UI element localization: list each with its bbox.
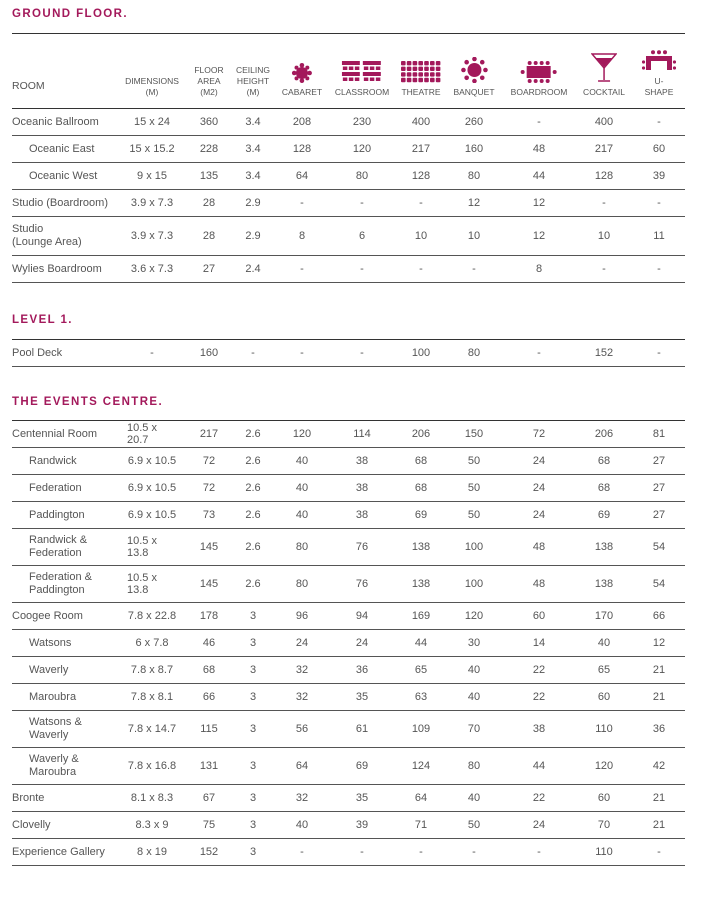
section-title: GROUND FLOOR.	[12, 8, 128, 20]
table-cell: 64	[414, 792, 428, 804]
table-cell: 3	[249, 760, 257, 772]
table-cell: -	[657, 347, 661, 359]
table-cell: 80	[467, 170, 481, 182]
table-cell: 24	[532, 509, 546, 521]
table-cell: 208	[292, 116, 312, 128]
table-cell: 54	[652, 541, 666, 553]
table-cell: 40	[467, 664, 481, 676]
banquet-icon	[453, 57, 494, 83]
table-row	[12, 684, 685, 711]
cocktail-icon	[583, 53, 625, 83]
table-cell: 11	[653, 230, 665, 242]
table-cell: 12	[532, 230, 546, 242]
column-header-label: CLASSROOM	[334, 87, 390, 97]
table-cell: 169	[411, 610, 431, 622]
boardroom-icon	[511, 61, 568, 83]
table-row	[12, 163, 685, 190]
table-cell: 400	[594, 116, 614, 128]
table-row	[12, 839, 685, 866]
table-cell: 10.5 x 20.7	[127, 422, 157, 446]
room-name: Federation	[29, 481, 82, 494]
table-cell: 2.6	[245, 578, 261, 590]
table-cell: 230	[352, 116, 372, 128]
table-cell: 7.8 x 22.8	[127, 610, 177, 622]
table-row	[12, 136, 685, 163]
table-cell: 32	[295, 691, 309, 703]
table-cell: 138	[411, 578, 431, 590]
table-cell: 3	[249, 846, 257, 858]
table-cell: 100	[464, 541, 484, 553]
table-cell: 100	[464, 578, 484, 590]
table-cell: 7.8 x 16.8	[127, 760, 177, 772]
column-header	[282, 63, 322, 98]
table-cell: 3.6 x 7.3	[130, 263, 174, 275]
table-cell: 27	[202, 263, 216, 275]
table-cell: 27	[652, 509, 666, 521]
table-cell: 65	[414, 664, 428, 676]
table-cell: 2.4	[245, 263, 261, 275]
table-cell: 50	[467, 455, 481, 467]
table-cell: 28	[202, 197, 216, 209]
table-cell: 14	[532, 637, 546, 649]
table-row	[12, 340, 685, 367]
table-cell: 80	[295, 578, 309, 590]
table-cell: 24	[355, 637, 369, 649]
table-cell: 170	[594, 610, 614, 622]
table-cell: 9 x 15	[137, 170, 167, 182]
table-cell: 50	[467, 482, 481, 494]
table-cell: 145	[199, 578, 219, 590]
table-cell: 10	[467, 230, 481, 242]
table-cell: 115	[200, 723, 218, 735]
table-cell: 120	[464, 610, 484, 622]
column-header	[583, 53, 625, 98]
table-cell: 10	[414, 230, 428, 242]
table-cell: 15 x 15.2	[129, 143, 175, 155]
table-cell: -	[251, 347, 255, 359]
table-cell: -	[602, 197, 606, 209]
table-cell: 65	[597, 664, 611, 676]
room-name: Randwick & Federation	[29, 534, 88, 559]
table-cell: 138	[411, 541, 431, 553]
column-header	[335, 61, 389, 98]
table-cell: -	[657, 846, 661, 858]
table-cell: 6.9 x 10.5	[127, 455, 177, 467]
column-header-label: CEILING HEIGHT (M)	[235, 65, 271, 97]
table-cell: 124	[411, 760, 431, 772]
table-cell: -	[360, 263, 364, 275]
table-cell: 109	[411, 723, 431, 735]
table-cell: 8	[535, 263, 543, 275]
column-header	[642, 50, 676, 98]
table-cell: 21	[652, 664, 666, 676]
table-row	[12, 748, 685, 785]
table-cell: 32	[295, 664, 309, 676]
table-cell: 50	[467, 819, 481, 831]
table-cell: -	[537, 347, 541, 359]
table-cell: 69	[355, 760, 369, 772]
theatre-icon	[401, 61, 441, 83]
table-cell: 24	[532, 455, 546, 467]
table-cell: 3	[249, 691, 257, 703]
room-column-header: ROOM	[12, 80, 45, 92]
column-header-label: DIMENSIONS (M)	[125, 76, 179, 97]
table-cell: -	[419, 263, 423, 275]
table-cell: 8 x 19	[137, 846, 167, 858]
table-cell: 68	[597, 482, 611, 494]
table-cell: 40	[597, 637, 611, 649]
table-cell: 80	[467, 347, 481, 359]
table-row	[12, 529, 685, 566]
table-cell: 22	[532, 691, 546, 703]
table-cell: 80	[355, 170, 369, 182]
column-header	[194, 65, 223, 98]
table-cell: 15 x 24	[133, 116, 171, 128]
table-cell: 3.9 x 7.3	[130, 230, 174, 242]
table-cell: 21	[652, 792, 666, 804]
table-cell: -	[300, 846, 304, 858]
table-cell: 120	[352, 143, 372, 155]
table-cell: 22	[532, 792, 546, 804]
column-header-label: BANQUET	[453, 87, 495, 97]
table-cell: 3	[249, 664, 257, 676]
table-cell: 54	[652, 578, 666, 590]
table-cell: 69	[597, 509, 611, 521]
table-cell: -	[472, 846, 476, 858]
table-row	[12, 475, 685, 502]
table-cell: -	[537, 846, 541, 858]
table-cell: 44	[532, 760, 546, 772]
table-cell: 2.6	[245, 455, 261, 467]
table-cell: 260	[464, 116, 484, 128]
table-row	[12, 657, 685, 684]
table-cell: 66	[202, 691, 216, 703]
table-cell: -	[419, 846, 423, 858]
table-cell: 12	[532, 197, 546, 209]
table-row	[12, 812, 685, 839]
table-cell: -	[300, 197, 304, 209]
table-cell: 135	[199, 170, 219, 182]
table-cell: 60	[597, 691, 611, 703]
table-cell: 3	[249, 792, 257, 804]
table-cell: 72	[532, 428, 546, 440]
table-cell: 72	[202, 482, 216, 494]
table-cell: 24	[532, 482, 546, 494]
table-cell: 100	[411, 347, 431, 359]
table-cell: 40	[467, 691, 481, 703]
table-cell: 7.8 x 8.1	[130, 691, 174, 703]
table-cell: 64	[295, 760, 309, 772]
table-cell: 38	[532, 723, 546, 735]
room-name: Oceanic West	[29, 169, 98, 182]
room-name: Watsons	[29, 636, 72, 649]
table-cell: 3.9 x 7.3	[130, 197, 174, 209]
table-cell: -	[657, 263, 661, 275]
table-cell: 73	[202, 509, 216, 521]
table-cell: 40	[295, 819, 309, 831]
table-cell: 2.6	[245, 482, 261, 494]
room-name: Oceanic Ballroom	[12, 115, 99, 128]
table-cell: 21	[652, 819, 666, 831]
table-cell: 12	[652, 637, 666, 649]
table-cell: 3.4	[245, 143, 261, 155]
table-cell: 8.1 x 8.3	[130, 792, 174, 804]
column-header-label: COCKTAIL	[583, 87, 625, 97]
table-cell: 6 x 7.8	[135, 637, 169, 649]
table-cell: 36	[652, 723, 666, 735]
table-row	[12, 109, 685, 136]
table-cell: 68	[202, 664, 216, 676]
room-name: Maroubra	[29, 690, 77, 703]
table-cell: 38	[355, 455, 369, 467]
cabaret-icon	[282, 63, 322, 83]
table-cell: 80	[295, 541, 309, 553]
table-cell: -	[300, 263, 304, 275]
table-cell: 178	[199, 610, 219, 622]
table-row	[12, 256, 685, 283]
table-cell: 3	[249, 819, 257, 831]
table-cell: 27	[652, 455, 666, 467]
table-cell: 3	[249, 610, 257, 622]
table-cell: -	[472, 263, 476, 275]
table-cell: 63	[414, 691, 428, 703]
table-row	[12, 190, 685, 217]
table-cell: 2.6	[245, 541, 261, 553]
table-cell: 40	[295, 455, 309, 467]
table-cell: 6	[358, 230, 366, 242]
room-name: Paddington	[29, 508, 85, 521]
table-cell: 70	[467, 723, 481, 735]
table-cell: 56	[295, 723, 309, 735]
table-cell: 24	[532, 819, 546, 831]
table-cell: 206	[411, 428, 431, 440]
table-cell: -	[150, 347, 154, 359]
table-cell: 40	[467, 792, 481, 804]
table-cell: 160	[199, 347, 219, 359]
room-name: Waverly & Maroubra	[29, 753, 79, 778]
table-cell: 60	[532, 610, 546, 622]
table-cell: 12	[467, 197, 481, 209]
column-header	[511, 61, 568, 98]
table-cell: 217	[594, 143, 614, 155]
table-cell: 128	[292, 143, 312, 155]
table-cell: 128	[594, 170, 614, 182]
table-cell: 138	[594, 578, 614, 590]
room-name: Coogee Room	[12, 609, 83, 622]
table-cell: 39	[355, 819, 369, 831]
table-cell: -	[537, 116, 541, 128]
table-cell: 160	[464, 143, 484, 155]
classroom-icon	[335, 61, 389, 83]
table-row	[12, 217, 685, 256]
table-cell: 69	[414, 509, 428, 521]
room-name: Watsons & Waverly	[29, 716, 82, 741]
table-row	[12, 711, 685, 748]
table-cell: 44	[532, 170, 546, 182]
table-cell: 28	[202, 230, 216, 242]
room-name: Bronte	[12, 791, 45, 804]
room-name: Oceanic East	[29, 142, 95, 155]
table-cell: 2.6	[245, 428, 261, 440]
section-rule	[12, 33, 685, 34]
column-header	[125, 76, 179, 98]
table-cell: 35	[355, 691, 369, 703]
table-cell: 48	[532, 578, 546, 590]
table-cell: 217	[199, 428, 219, 440]
table-cell: 360	[199, 116, 219, 128]
table-cell: 2.6	[245, 509, 261, 521]
table-cell: 150	[464, 428, 484, 440]
table-cell: 7.8 x 14.7	[127, 723, 177, 735]
room-name: Federation & Paddington	[29, 571, 92, 596]
table-cell: 46	[202, 637, 216, 649]
table-cell: 27	[652, 482, 666, 494]
table-cell: 217	[411, 143, 431, 155]
room-name: Clovelly	[12, 818, 51, 831]
u-shape-icon	[642, 50, 676, 72]
table-cell: 3.4	[245, 116, 261, 128]
table-cell: 7.8 x 8.7	[130, 664, 174, 676]
room-name: Experience Gallery	[12, 845, 105, 858]
table-cell: 228	[199, 143, 219, 155]
column-header-label: CABARET	[281, 87, 323, 97]
table-cell: 38	[355, 509, 369, 521]
table-row	[12, 630, 685, 657]
table-cell: 39	[652, 170, 666, 182]
table-cell: 206	[594, 428, 614, 440]
column-header-label: THEATRE	[401, 87, 441, 97]
table-row	[12, 421, 685, 448]
room-name: Wylies Boardroom	[12, 262, 102, 275]
table-cell: 44	[414, 637, 428, 649]
table-cell: 10.5 x 13.8	[127, 572, 157, 596]
table-cell: 76	[355, 578, 369, 590]
table-cell: 35	[355, 792, 369, 804]
table-cell: 3	[249, 637, 257, 649]
table-cell: 66	[652, 610, 666, 622]
table-cell: 61	[355, 723, 369, 735]
table-cell: 10.5 x 13.8	[127, 535, 157, 559]
table-cell: 80	[467, 760, 481, 772]
table-cell: 68	[414, 482, 428, 494]
table-cell: 94	[355, 610, 369, 622]
table-header	[12, 38, 685, 106]
table-cell: -	[419, 197, 423, 209]
table-cell: 72	[202, 455, 216, 467]
room-name: Randwick	[29, 454, 77, 467]
table-cell: 71	[414, 819, 428, 831]
table-cell: 400	[411, 116, 431, 128]
table-cell: 70	[597, 819, 611, 831]
column-header	[401, 61, 441, 98]
room-name: Waverly	[29, 663, 69, 676]
table-cell: 131	[199, 760, 219, 772]
table-cell: 2.9	[245, 197, 261, 209]
table-cell: 30	[467, 637, 481, 649]
table-cell: 60	[597, 792, 611, 804]
table-cell: 60	[652, 143, 666, 155]
table-cell: 6.9 x 10.5	[127, 482, 177, 494]
table-cell: -	[300, 347, 304, 359]
table-row	[12, 785, 685, 812]
table-cell: -	[657, 116, 661, 128]
table-cell: 3.4	[245, 170, 261, 182]
table-cell: 50	[467, 509, 481, 521]
table-cell: 42	[652, 760, 666, 772]
table-cell: 110	[595, 846, 613, 858]
table-cell: 32	[295, 792, 309, 804]
table-cell: 36	[355, 664, 369, 676]
table-cell: 40	[295, 509, 309, 521]
table-cell: 138	[594, 541, 614, 553]
table-cell: 40	[295, 482, 309, 494]
column-header-label: FLOOR AREA (M2)	[194, 65, 224, 97]
room-name: Studio (Lounge Area)	[12, 223, 82, 248]
table-cell: 76	[355, 541, 369, 553]
table-cell: -	[360, 846, 364, 858]
table-cell: 8.3 x 9	[135, 819, 169, 831]
section-title: THE EVENTS CENTRE.	[12, 396, 164, 408]
table-row	[12, 603, 685, 630]
table-cell: 64	[295, 170, 309, 182]
column-header-label: U-SHAPE	[644, 76, 674, 97]
table-row	[12, 502, 685, 529]
room-name: Studio (Boardroom)	[12, 196, 108, 209]
table-cell: 48	[532, 143, 546, 155]
column-header-label: BOARDROOM	[510, 87, 568, 97]
table-cell: 67	[202, 792, 216, 804]
table-cell: 3	[249, 723, 257, 735]
table-cell: 48	[532, 541, 546, 553]
table-cell: 120	[292, 428, 312, 440]
table-cell: 81	[652, 428, 666, 440]
room-name: Pool Deck	[12, 346, 63, 359]
table-cell: 2.9	[245, 230, 261, 242]
table-cell: 21	[652, 691, 666, 703]
table-row	[12, 566, 685, 603]
table-cell: 68	[414, 455, 428, 467]
table-cell: 38	[355, 482, 369, 494]
table-cell: 152	[594, 347, 614, 359]
table-cell: -	[657, 197, 661, 209]
table-cell: 120	[594, 760, 614, 772]
table-cell: 24	[295, 637, 309, 649]
room-name: Centennial Room	[12, 427, 97, 440]
table-row	[12, 448, 685, 475]
table-cell: 68	[597, 455, 611, 467]
table-cell: -	[360, 197, 364, 209]
section-title: LEVEL 1.	[12, 314, 73, 326]
table-cell: -	[602, 263, 606, 275]
table-cell: 145	[199, 541, 219, 553]
table-cell: 75	[202, 819, 216, 831]
column-header	[236, 65, 270, 98]
table-cell: 8	[298, 230, 306, 242]
table-cell: 6.9 x 10.5	[127, 509, 177, 521]
column-header	[453, 57, 494, 98]
table-cell: -	[360, 347, 364, 359]
table-cell: 114	[353, 428, 371, 440]
table-cell: 22	[532, 664, 546, 676]
table-cell: 10	[597, 230, 611, 242]
table-cell: 110	[595, 723, 613, 735]
table-cell: 128	[411, 170, 431, 182]
table-cell: 96	[295, 610, 309, 622]
table-cell: 152	[199, 846, 219, 858]
